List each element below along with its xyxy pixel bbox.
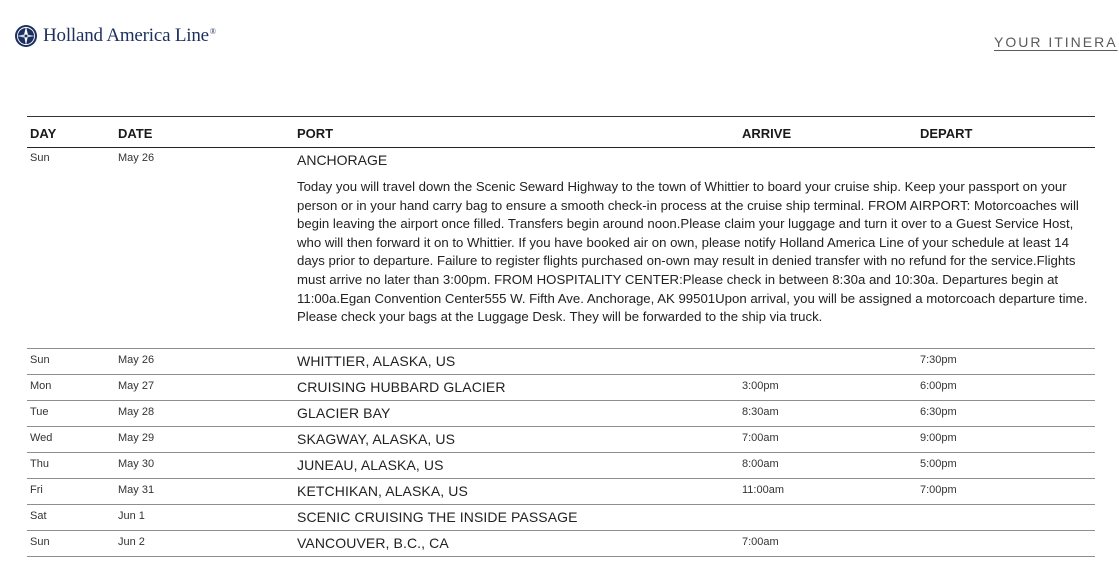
port-cell: VANCOUVER, B.C., CA <box>297 535 449 551</box>
column-header-date: DATE <box>118 126 153 141</box>
table-row <box>27 453 1095 479</box>
day-cell: Tue <box>30 406 49 418</box>
depart-cell: 7:30pm <box>920 354 957 366</box>
brand-logo[interactable] <box>14 24 216 48</box>
port-cell: KETCHIKAN, ALASKA, US <box>297 483 468 499</box>
registered-mark: ® <box>209 26 216 36</box>
depart-cell: 7:00pm <box>920 484 957 496</box>
day-cell: Wed <box>30 432 53 444</box>
port-cell: CRUISING HUBBARD GLACIER <box>297 379 506 395</box>
table-header-row <box>27 117 1095 148</box>
depart-cell: 6:30pm <box>920 406 957 418</box>
column-header-day: DAY <box>30 126 57 141</box>
arrive-cell: 7:00am <box>742 432 779 444</box>
port-cell: JUNEAU, ALASKA, US <box>297 457 444 473</box>
compass-rose-logo-icon <box>14 24 38 48</box>
date-cell: May 28 <box>118 406 155 418</box>
itinerary-table <box>27 116 1095 557</box>
table-row <box>27 349 1095 375</box>
arrive-cell: 11:00am <box>742 484 784 496</box>
table-row <box>27 148 1095 349</box>
day-cell: Sun <box>30 354 50 366</box>
day-cell: Mon <box>30 380 52 392</box>
date-cell: May 30 <box>118 458 155 470</box>
port-cell: SCENIC CRUISING THE INSIDE PASSAGE <box>297 509 578 525</box>
day-cell: Sat <box>30 510 47 522</box>
port-cell: WHITTIER, ALASKA, US <box>297 353 456 369</box>
date-cell: May 31 <box>118 484 155 496</box>
column-header-arrive: ARRIVE <box>742 126 792 141</box>
day-cell: Fri <box>30 484 43 496</box>
port-description: Today you will travel down the Scenic Seward Highway to the town of Whittier to board your cruise ship. Keep your passport on your person or in your hand carry bag to ensure a smooth check-in process at the cruise ship terminal. FROM AIRPORT: Motorcoaches will begin leaving the airport once filled. Transfers begin around noon.Please claim your luggage and turn it over to a Guest Service Host, who will then forward it on to Whittier. If you have booked air on own, please notify Holland America Line of your schedule at least 14 days prior to departure. Failure to register flights purchased on-own may result in denied transfer with no refund for the service.Flights must arrive no later than 3:00pm. FROM HOSPITALITY CENTER:Please check in between 8:30a and 10:30a. Departures begin at 11:00a.Egan Convention Center555 W. Fifth Ave. Anchorage, AK 99501Upon arrival, you will be assigned a motorcoach departure time. Please check your bags at the Luggage Desk. They will be forwarded to the ship via truck. <box>297 179 1088 325</box>
depart-cell: 6:00pm <box>920 380 957 392</box>
column-header-depart: DEPART <box>920 126 973 141</box>
day-cell: Thu <box>30 458 49 470</box>
your-itinerary-link[interactable]: YOUR ITINERA <box>994 34 1118 50</box>
table-row <box>27 479 1095 505</box>
depart-cell: 9:00pm <box>920 432 957 444</box>
date-cell: May 27 <box>118 380 155 392</box>
day-cell: Sun <box>30 536 50 548</box>
brand-name: Holland America Line® <box>43 25 216 46</box>
column-header-port: PORT <box>297 126 334 141</box>
date-cell: May 26 <box>118 354 155 366</box>
day-cell: Sun <box>30 152 50 164</box>
table-row <box>27 401 1095 427</box>
table-row <box>27 375 1095 401</box>
arrive-cell: 8:00am <box>742 458 779 470</box>
table-row <box>27 531 1095 557</box>
date-cell: Jun 2 <box>118 536 145 548</box>
table-row <box>27 505 1095 531</box>
depart-cell: 5:00pm <box>920 458 957 470</box>
table-row <box>27 427 1095 453</box>
site-header <box>0 0 1119 80</box>
arrive-cell: 3:00pm <box>742 380 779 392</box>
date-cell: Jun 1 <box>118 510 145 522</box>
arrive-cell: 8:30am <box>742 406 779 418</box>
arrive-cell: 7:00am <box>742 536 779 548</box>
port-cell: ANCHORAGE <box>297 152 388 168</box>
port-cell: GLACIER BAY <box>297 405 391 421</box>
date-cell: May 29 <box>118 432 155 444</box>
date-cell: May 26 <box>118 152 155 164</box>
port-cell: SKAGWAY, ALASKA, US <box>297 431 456 447</box>
